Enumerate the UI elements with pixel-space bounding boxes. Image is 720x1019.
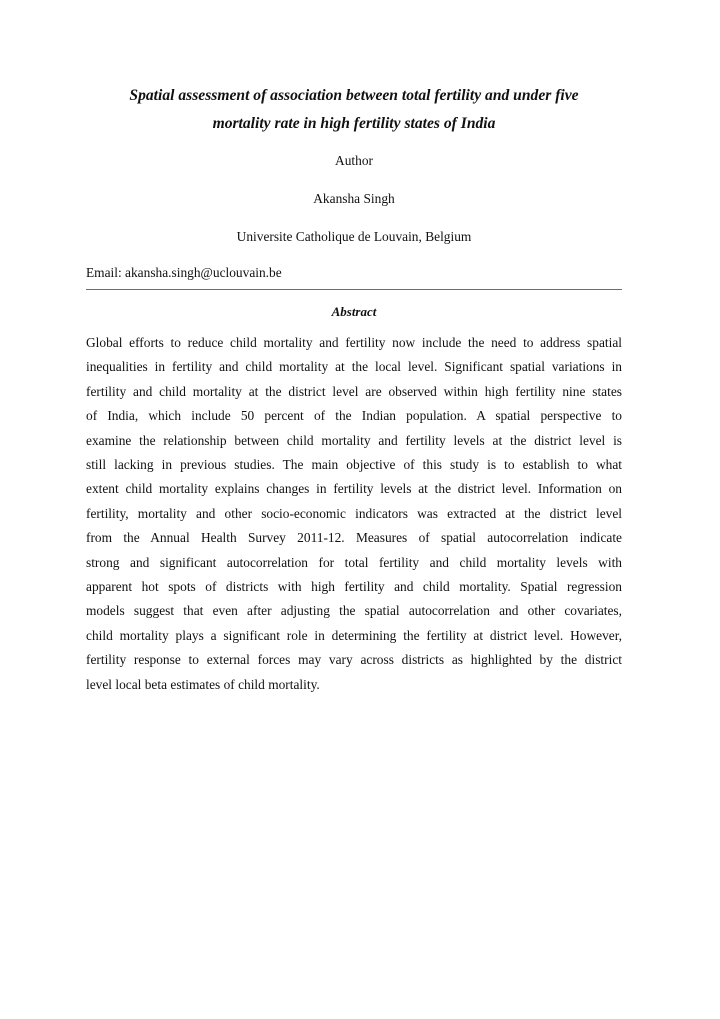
abstract-line: inequalities in fertility and child mortality at the local level. Significant spatial variations in bbox=[86, 359, 622, 375]
horizontal-divider bbox=[86, 289, 622, 290]
title-line: Spatial assessment of association between total fertility and under five bbox=[129, 87, 579, 104]
abstract-line: models suggest that even after adjusting the spatial autocorrelation and other covariates, bbox=[86, 603, 622, 619]
abstract-line: level local beta estimates of child mortality. bbox=[86, 676, 320, 692]
abstract-line: still lacking in previous studies. The main objective of this study is to establish to what bbox=[86, 457, 622, 473]
abstract-line: from the Annual Health Survey 2011-12. Measures of spatial autocorrelation indicate bbox=[86, 530, 622, 546]
abstract-line: Global efforts to reduce child mortality and fertility now include the need to address spatial bbox=[86, 335, 622, 350]
abstract-line: fertility, mortality and other socio-economic indicators was extracted at the district level bbox=[86, 505, 622, 521]
abstract-line: fertility response to external forces may vary across districts as highlighted by the district bbox=[86, 652, 622, 668]
title-line: mortality rate in high fertility states of India bbox=[212, 115, 496, 132]
abstract-line: apparent hot spots of districts with high fertility and child mortality. Spatial regression bbox=[86, 579, 622, 595]
abstract-line: of India, which include 50 percent of the Indian population. A spatial perspective to bbox=[86, 408, 622, 424]
abstract-line: extent child mortality explains changes in fertility levels at the district level. Information on bbox=[86, 481, 622, 497]
author-affiliation: Universite Catholique de Louvain, Belgium bbox=[236, 229, 472, 244]
abstract-line: child mortality plays a significant role in determining the fertility at district level. However, bbox=[86, 627, 622, 643]
author-label: Author bbox=[335, 153, 373, 168]
abstract-line: strong and significant autocorrelation for total fertility and child mortality levels with bbox=[86, 554, 622, 570]
paper-title bbox=[86, 82, 622, 138]
abstract-line: examine the relationship between child mortality and fertility levels at the district level is bbox=[86, 432, 622, 448]
abstract-body bbox=[86, 331, 622, 697]
author-email: Email: akansha.singh@uclouvain.be bbox=[86, 265, 282, 280]
author-name: Akansha Singh bbox=[313, 191, 395, 206]
abstract-heading: Abstract bbox=[331, 304, 377, 319]
abstract-line: fertility and child mortality at the district level are observed within high fertility nine states bbox=[86, 383, 622, 399]
